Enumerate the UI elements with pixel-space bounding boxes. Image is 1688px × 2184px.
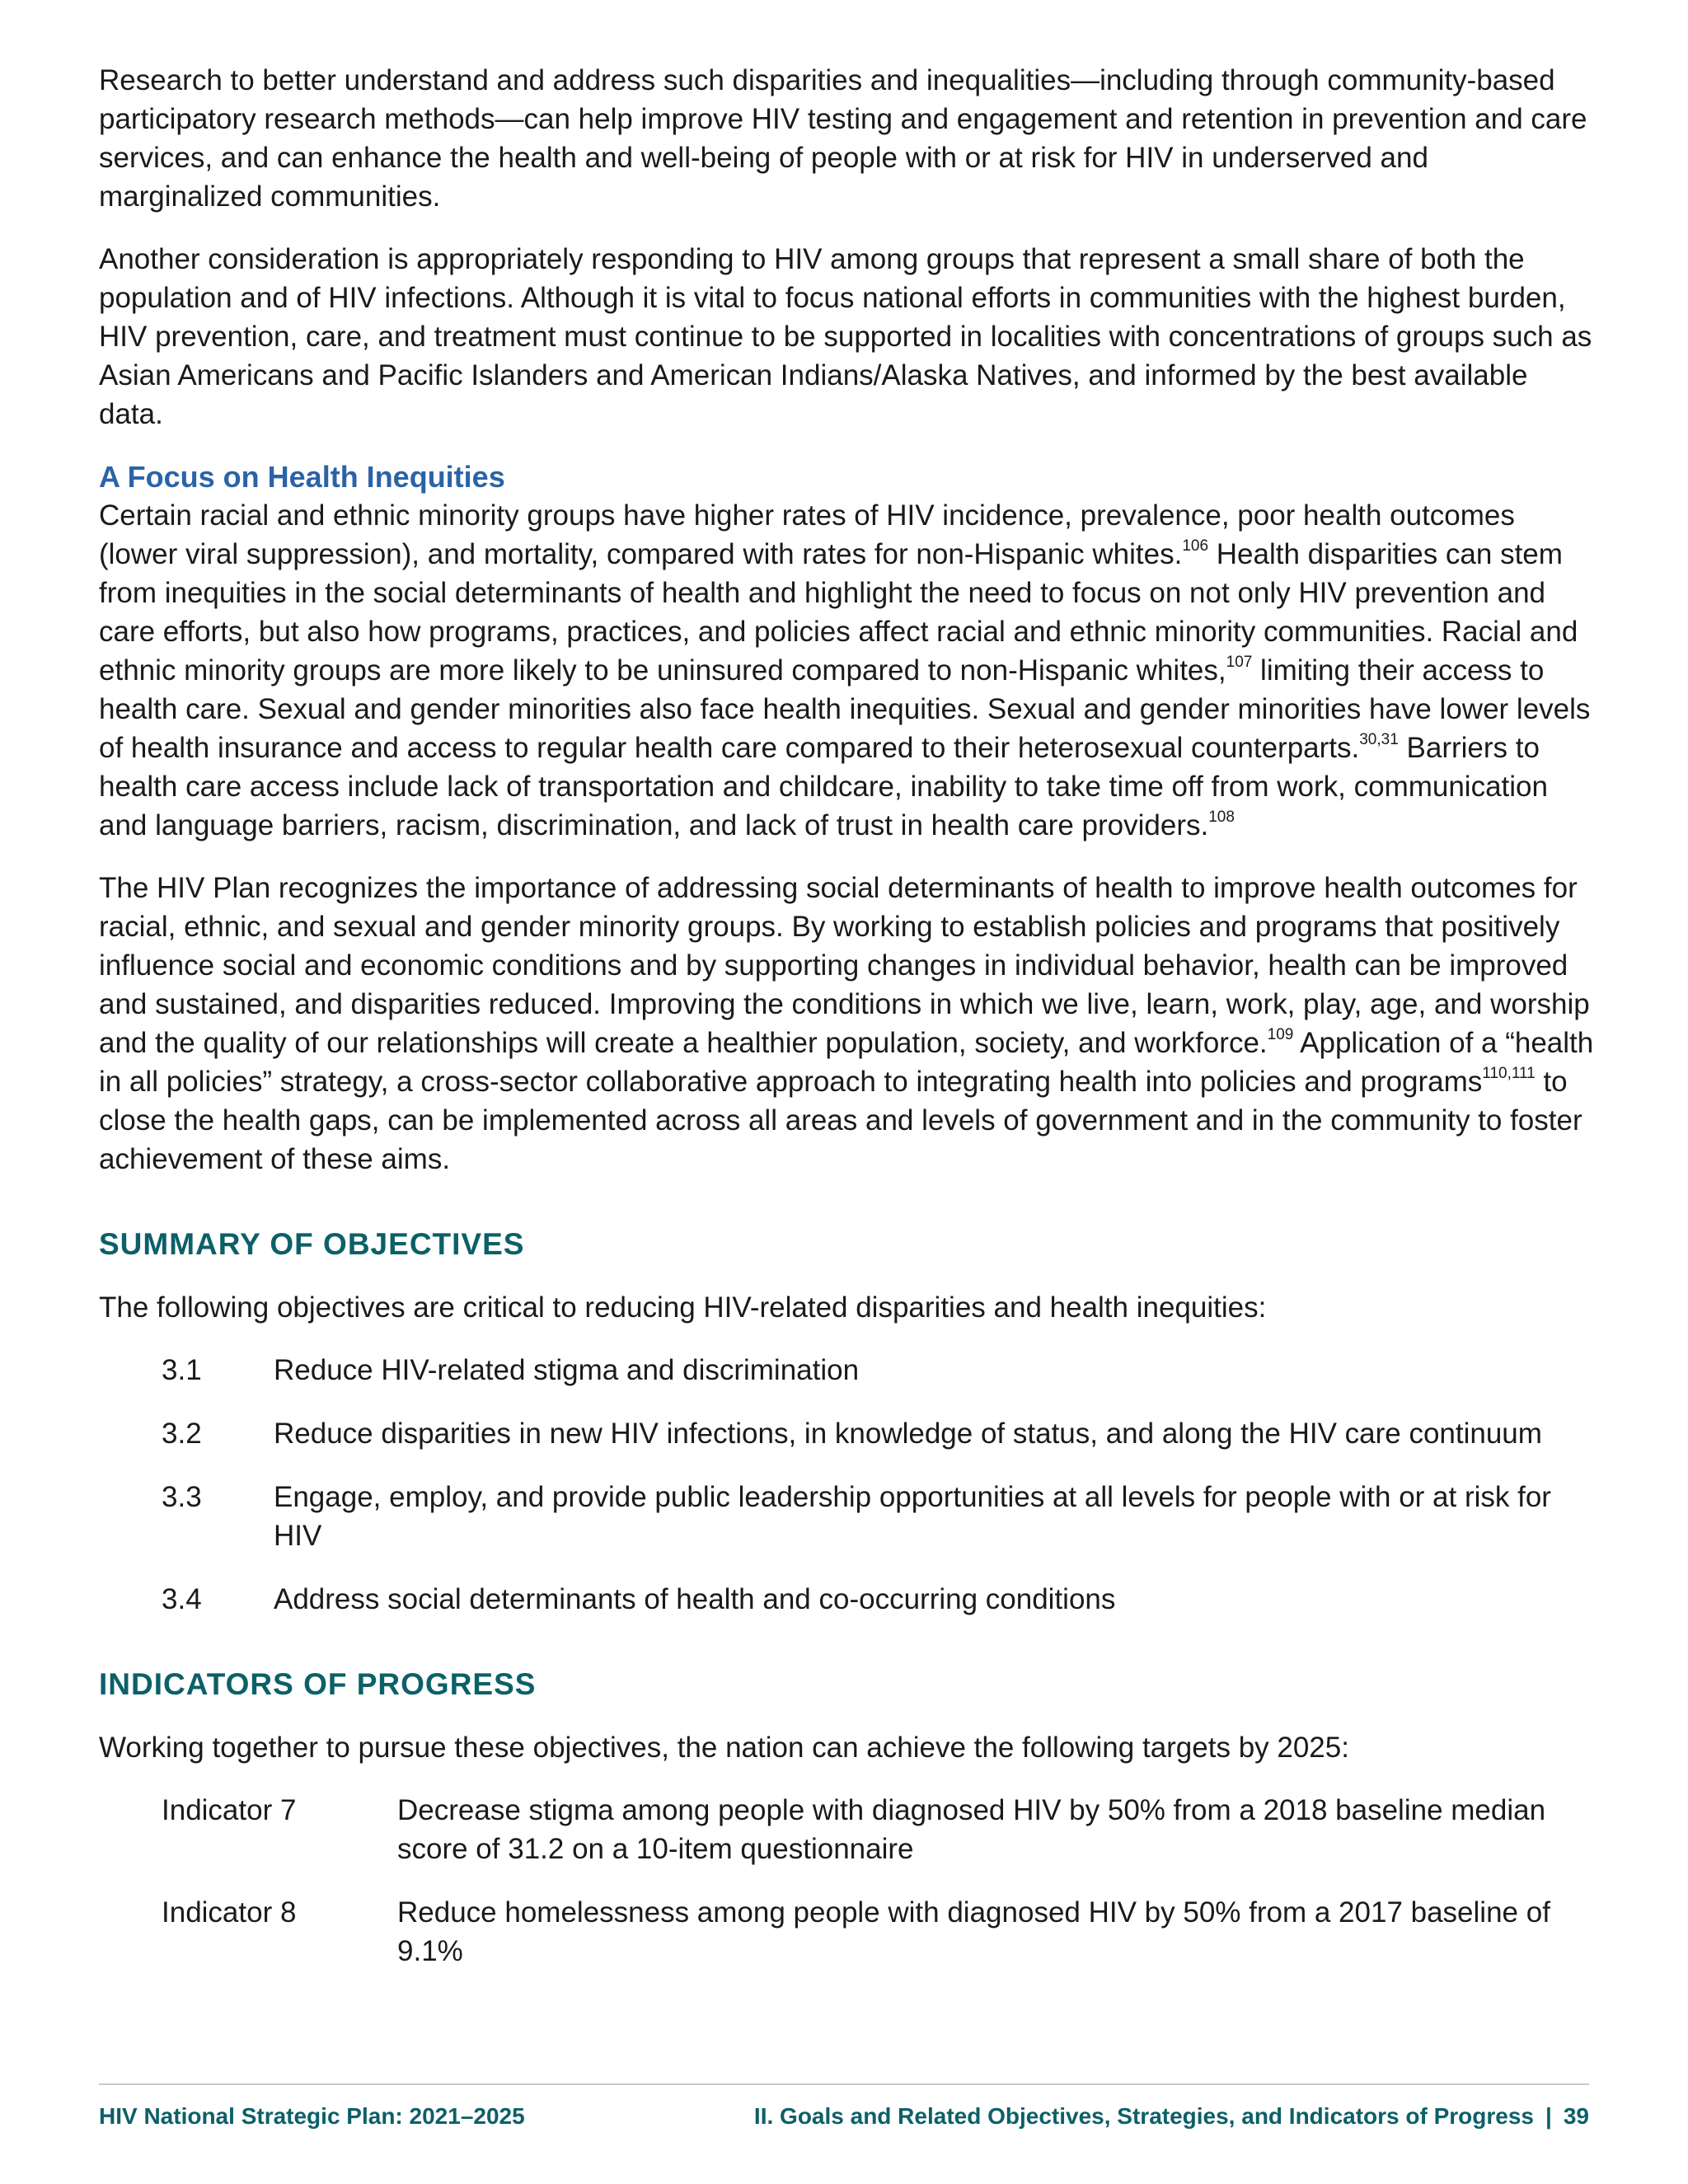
indicator-item bbox=[99, 1791, 1599, 1868]
paragraph-small-share: Another consideration is appropriately responding to HIV among groups that represent a small share of both the population and of HIV infections. Although it is vital to focus national efforts in communities with the highest burden, HIV prevention, care, and treatment must continue to be supported in localities with concentrations of groups such as Asian Americans and Pacific Islanders and American Indians/Alaska Natives, and informed by the best available data. bbox=[99, 243, 1592, 430]
objective-number: 3.3 bbox=[162, 1481, 202, 1513]
summary-section bbox=[99, 1225, 1599, 1619]
indicators-section bbox=[99, 1665, 1599, 1971]
focus-text-3: limiting their access to health care. Sexual and gender minorities also face health inequities. Sexual and gender minorities have lower levels of health insurance and access to regular health care compared to their heterosexual counterparts. bbox=[99, 654, 1591, 764]
indicators-list bbox=[99, 1791, 1599, 1971]
footnote-ref: 108 bbox=[1208, 808, 1235, 826]
objective-text: Reduce HIV-related stigma and discrimination bbox=[274, 1354, 860, 1386]
objective-text: Reduce disparities in new HIV infections, in knowledge of status, and along the HIV care continuum bbox=[274, 1418, 1542, 1450]
page-number: 39 bbox=[1563, 2103, 1589, 2129]
plan-text-1: The HIV Plan recognizes the importance of addressing social determinants of health to improve health outcomes for racial, ethnic, and sexual and gender minority groups. By working to establish policies and programs that positively influence social and economic conditions and by supporting changes in individual behavior, health can be improved and sustained, and disparities reduced. Improving the conditions in which we live, learn, work, play, age, and worship and the quality of our relationships will create a healthier population, society, and workforce. bbox=[99, 872, 1590, 1059]
indicator-item bbox=[99, 1893, 1599, 1971]
indicator-text: Reduce homelessness among people with diagnosed HIV by 50% from a 2017 baseline of 9.1% bbox=[397, 1896, 1550, 1967]
objective-text: Address social determinants of health and co-occurring conditions bbox=[274, 1583, 1116, 1615]
footer-divider bbox=[99, 2083, 1589, 2085]
objective-item bbox=[99, 1351, 1599, 1390]
footnote-ref: 106 bbox=[1182, 537, 1209, 555]
objectives-list bbox=[99, 1351, 1599, 1619]
footnote-ref: 107 bbox=[1226, 654, 1253, 671]
objective-text: Engage, employ, and provide public leadership opportunities at all levels for people with or at risk for HIV bbox=[274, 1481, 1551, 1552]
indicator-number: Indicator 7 bbox=[162, 1794, 297, 1826]
indicator-text: Decrease stigma among people with diagnosed HIV by 50% from a 2018 baseline median score of 31.2 on a 10-item questionnaire bbox=[397, 1794, 1546, 1865]
footer-section-title: II. Goals and Related Objectives, Strategies, and Indicators of Progress bbox=[753, 2103, 1534, 2129]
plan-text-3: to close the health gaps, can be implemented across all areas and levels of government and in the community to foster achievement of these aims. bbox=[99, 1066, 1582, 1175]
page-body bbox=[99, 61, 1599, 1995]
footnote-ref: 110,111 bbox=[1482, 1065, 1536, 1082]
objective-item bbox=[99, 1580, 1599, 1619]
objective-item bbox=[99, 1414, 1599, 1453]
summary-intro: The following objectives are critical to reducing HIV-related disparities and health inequities: bbox=[99, 1291, 1267, 1324]
paragraph-research: Research to better understand and address such disparities and inequalities—including through community-based participatory research methods—can help improve HIV testing and engagement and retention in prevention and care services, and can enhance the health and well-being of people with or at risk for HIV in underserved and marginalized communities. bbox=[99, 64, 1587, 213]
footnote-ref: 30,31 bbox=[1359, 731, 1399, 748]
objective-number: 3.2 bbox=[162, 1418, 202, 1450]
footer-section-info bbox=[754, 2103, 1589, 2130]
focus-text-2: Health disparities can stem from inequities in the social determinants of health and highlight the need to focus on not only HIV prevention and care efforts, but also how programs, practices, and policies affect racial and ethnic minority communities. Racial and ethnic minority groups are more likely to be uninsured compared to non-Hispanic whites, bbox=[99, 538, 1578, 687]
footnote-ref: 109 bbox=[1267, 1026, 1294, 1043]
objective-item bbox=[99, 1478, 1599, 1555]
paragraph-hiv-plan bbox=[99, 869, 1599, 1179]
focus-section bbox=[99, 457, 1599, 845]
page-footer bbox=[99, 2103, 1589, 2130]
paragraph-focus bbox=[99, 496, 1599, 845]
focus-heading: A Focus on Health Inequities bbox=[99, 460, 505, 494]
objective-number: 3.1 bbox=[162, 1354, 202, 1386]
focus-text-1: Certain racial and ethnic minority groups have higher rates of HIV incidence, prevalence, poor health outcomes (lower viral suppression), and mortality, compared with rates for non-Hispanic whites. bbox=[99, 499, 1515, 570]
indicator-number: Indicator 8 bbox=[162, 1896, 297, 1929]
focus-text-4: Barriers to health care access include lack of transportation and childcare, inability to take time off from work, communication and language barriers, racism, discrimination, and lack of trust in health care providers. bbox=[99, 732, 1548, 841]
footer-document-title: HIV National Strategic Plan: 2021–2025 bbox=[99, 2103, 525, 2129]
objective-number: 3.4 bbox=[162, 1583, 202, 1615]
footer-separator: | bbox=[1545, 2103, 1552, 2129]
plan-text-2: Application of a “health in all policies” strategy, a cross-sector collaborative approach to integrating health into policies and programs bbox=[99, 1027, 1594, 1098]
summary-heading: SUMMARY OF OBJECTIVES bbox=[99, 1227, 525, 1261]
indicators-intro: Working together to pursue these objectives, the nation can achieve the following targets by 2025: bbox=[99, 1732, 1349, 1764]
indicators-heading: INDICATORS OF PROGRESS bbox=[99, 1667, 537, 1701]
